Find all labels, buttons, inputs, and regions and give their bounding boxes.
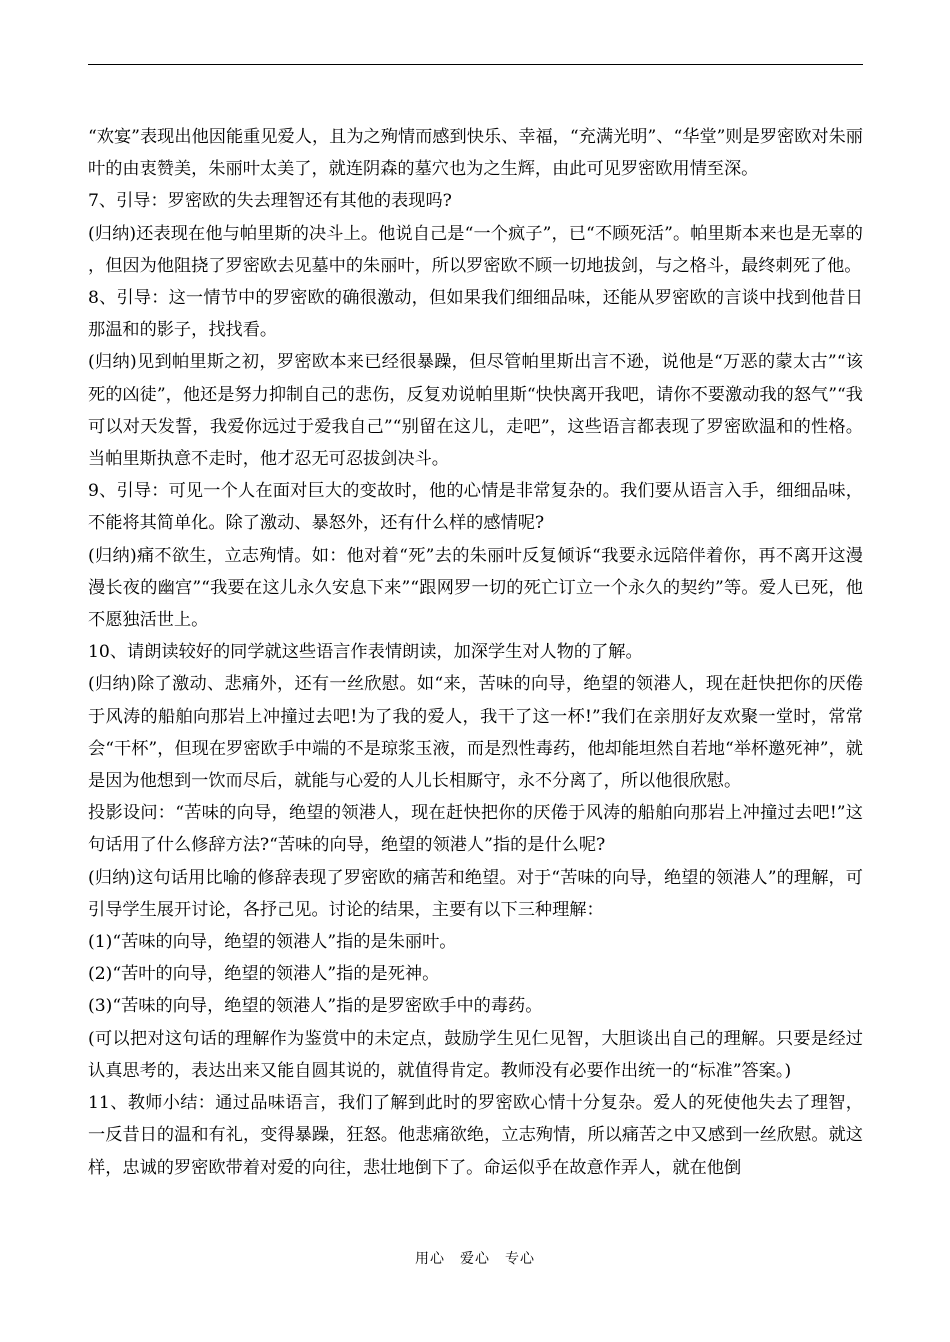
document-body: [88, 121, 863, 1184]
paragraph-answer-8: (归纳)见到帕里斯之初，罗密欧本来已经很暴躁，但尽管帕里斯出言不逊，说他是“万恶的蒙太古”“该死的凶徒”，他还是努力抑制自己的悲伤，反复劝说帕里斯“快快离开我吧，请你不要激动我的怒气”“我可以对天发誓，我爱你远过于爱我自己”“别留在这儿，走吧”，这些语言都表现了罗密欧温和的性格。当帕里斯执意不走时，他才忍无可忍拔剑决斗。: [88, 352, 863, 470]
paragraph-question-9: 9、引导：可见一个人在面对巨大的变故时，他的心情是非常复杂的。我们要从语言入手，细细品味，不能将其简单化。除了激动、暴怒外，还有什么样的感情呢?: [88, 481, 863, 534]
paragraph-note: (可以把对这句话的理解作为鉴赏中的未定点，鼓励学生见仁见智，大胆谈出自己的理解。只要是经过认真思考的，表达出来又能自圆其说的，就值得肯定。教师没有必要作出统一的“标准”答案。): [88, 1028, 863, 1081]
paragraph-answer-metaphor: (归纳)这句话用比喻的修辞表现了罗密欧的痛苦和绝望。对于“苦味的向导，绝望的领港人”的理解，可引导学生展开讨论，各抒己见。讨论的结果，主要有以下三种理解：: [88, 867, 863, 920]
paragraph-summary-11: 11、教师小结：通过品味语言，我们了解到此时的罗密欧心情十分复杂。爱人的死使他失去了理智，一反昔日的温和有礼，变得暴躁，狂怒。他悲痛欲绝，立志殉情，所以痛苦之中又感到一丝欣慰。就这样，忠诚的罗密欧带着对爱的向往，悲壮地倒下了。命运似乎在故意作弄人，就在他倒: [88, 1093, 863, 1178]
paragraph-answer-7: (归纳)还表现在他与帕里斯的决斗上。他说自己是“一个疯子”，已“不顾死活”。帕里斯本来也是无辜的，但因为他阻挠了罗密欧去见墓中的朱丽叶，所以罗密欧不顾一切地拔剑，与之格斗，最终刺死了他。: [88, 223, 863, 276]
paragraph-item-10: 10、请朗读较好的同学就这些语言作表情朗读，加深学生对人物的了解。: [88, 642, 643, 663]
paragraph-interpretation-2: (2)“苦叶的向导，绝望的领港人”指的是死神。: [88, 964, 440, 985]
paragraph-question-8: 8、引导：这一情节中的罗密欧的确很激动，但如果我们细细品味，还能从罗密欧的言谈中找到他昔日那温和的影子，找找看。: [88, 288, 863, 341]
paragraph-answer-10: (归纳)除了激动、悲痛外，还有一丝欣慰。如“来，苦味的向导，绝望的领港人，现在赶快把你的厌倦于风涛的船舶向那岩上冲撞过去吧!为了我的爱人，我干了这一杯!”我们在亲朋好友欢聚一堂时，常常会“干杯”，但现在罗密欧手中端的不是琼浆玉液，而是烈性毒药，他却能坦然自若地“举杯邀死神”，就是因为他想到一饮而尽后，就能与心爱的人儿长相厮守，永不分离了，所以他很欣慰。: [88, 674, 863, 792]
paragraph-intro: “欢宴”表现出他因能重见爱人，且为之殉情而感到快乐、幸福，“充满光明”、“华堂”则是罗密欧对朱丽叶的由衷赞美，朱丽叶太美了，就连阴森的墓穴也为之生辉，由此可见罗密欧用情至深。: [88, 127, 863, 180]
paragraph-projection-question: 投影设问：“苦味的向导，绝望的领港人，现在赶快把你的厌倦于风涛的船舶向那岩上冲撞过去吧!”这句话用了什么修辞方法?“苦味的向导，绝望的领港人”指的是什么呢?: [88, 803, 863, 856]
paragraph-question-7: 7、引导：罗密欧的失去理智还有其他的表现吗?: [88, 191, 452, 212]
paragraph-answer-9: (归纳)痛不欲生，立志殉情。如：他对着“死”去的朱丽叶反复倾诉“我要永远陪伴着你，再不离开这漫漫长夜的幽宫”“我要在这儿永久安息下来”“跟网罗一切的死亡订立一个永久的契约”等。爱人已死，他不愿独活世上。: [88, 545, 863, 631]
header-rule: [88, 64, 863, 65]
paragraph-interpretation-1: (1)“苦味的向导，绝望的领港人”指的是朱丽叶。: [88, 932, 457, 953]
page-footer: 用心 爱心 专心: [415, 1251, 535, 1267]
paragraph-interpretation-3: (3)“苦味的向导，绝望的领港人”指的是罗密欧手中的毒药。: [88, 996, 543, 1017]
